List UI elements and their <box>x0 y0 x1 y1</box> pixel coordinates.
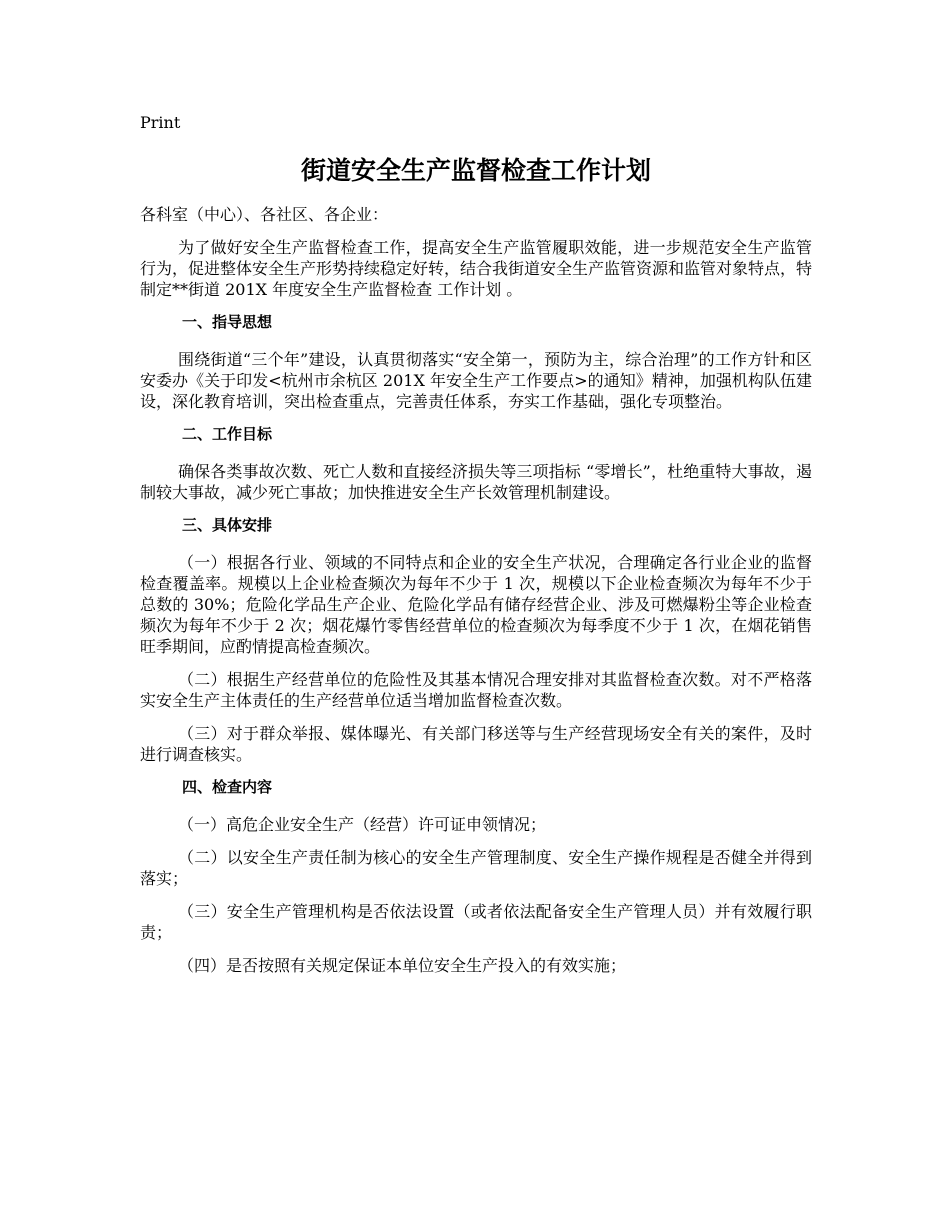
section-paragraph: 围绕街道“三个年”建设，认真贯彻落实“安全第一，预防为主，综合治理”的工作方针和区安委办《关于印发<杭州市余杭区 201X 年安全生产工作要点>的通知》精神，加强机构队伍建设，深化教育培训，突出检查重点，完善责任体系，夯实工作基础，强化专项整治。 <box>140 350 812 411</box>
section-paragraph: 确保各类事故次数、死亡人数和直接经济损失等三项指标 “零增长”，杜绝重特大事故，遏制较大事故，减少死亡事故；加快推进安全生产长效管理机制建设。 <box>140 462 812 502</box>
section-heading: 三、具体安排 <box>182 516 273 534</box>
section-guiding-ideology <box>140 312 812 412</box>
section-paragraph: （一）根据各行业、领域的不同特点和企业的安全生产状况，合理确定各行业企业的监督检查覆盖率。规模以上企业检查频次为每年不少于 1 次，规模以下企业检查频次为每年不少于总数的 30%；危险化学品生产企业、危险化学品有储存经营企业、涉及可燃爆粉尘等企业检查频次为每年不少于 2 次；烟花爆竹零售经营单位的检查频次为每季度不少于 1 次，在烟花销售旺季期间，应酌情提高检查频次。 <box>140 553 812 656</box>
section-heading: 四、检查内容 <box>182 778 273 796</box>
print-label[interactable]: Print <box>140 113 181 132</box>
document-page <box>140 112 812 988</box>
document-title: 街道安全生产监督检查工作计划 <box>300 156 651 185</box>
section-work-goals <box>140 424 812 503</box>
section-paragraph: （三）对于群众举报、媒体曝光、有关部门移送等与生产经营现场安全有关的案件，及时进行调查核实。 <box>140 724 812 764</box>
section-heading: 一、指导思想 <box>182 313 273 331</box>
intro-paragraph: 为了做好安全生产监督检查工作，提高安全生产监管履职效能，进一步规范安全生产监管行为，促进整体安全生产形势持续稳定好转，结合我街道安全生产监管资源和监管对象特点，特制定**街道 201X 年度安全生产监督检查 工作计划 。 <box>140 238 813 299</box>
section-heading: 二、工作目标 <box>182 425 273 443</box>
greeting: 各科室（中心）、各社区、各企业： <box>140 205 389 224</box>
section-paragraph: （二）以安全生产责任制为核心的安全生产管理制度、安全生产操作规程是否健全并得到落实； <box>140 848 812 888</box>
section-paragraph: （三）安全生产管理机构是否依法设置（或者依法配备安全生产管理人员）并有效履行职责； <box>140 902 812 942</box>
section-inspection-content <box>140 777 812 976</box>
section-specific-arrangements <box>140 515 812 765</box>
section-paragraph: （一）高危企业安全生产（经营）许可证申领情况； <box>178 815 547 834</box>
section-paragraph: （四）是否按照有关规定保证本单位安全生产投入的有效实施； <box>178 956 627 975</box>
section-paragraph: （二）根据生产经营单位的危险性及其基本情况合理安排对其监督检查次数。对不严格落实安全生产主体责任的生产经营单位适当增加监督检查次数。 <box>140 670 812 710</box>
